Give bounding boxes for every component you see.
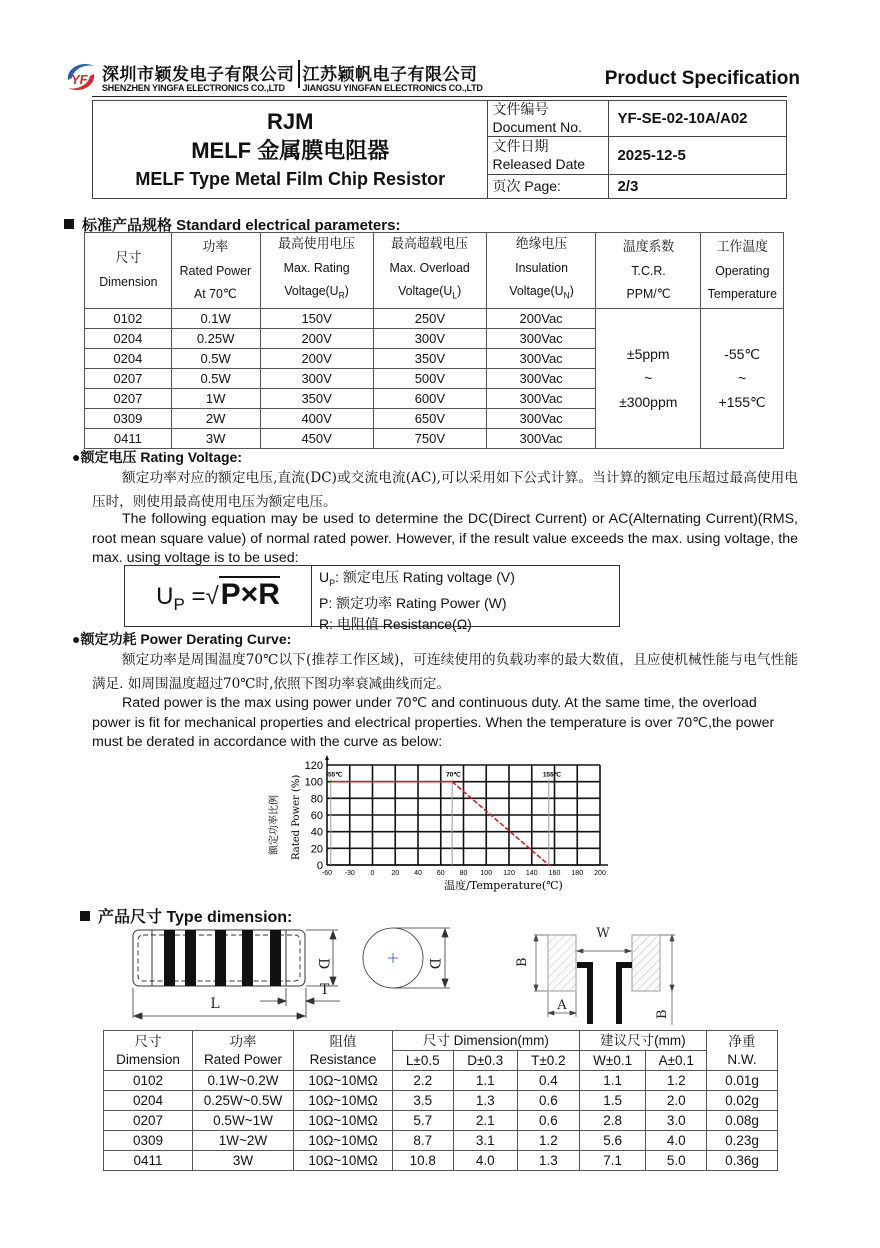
table-cell: 0.25W xyxy=(171,328,260,348)
pad-right xyxy=(632,935,660,991)
table-cell: 1.3 xyxy=(517,1151,579,1171)
electrical-heading: 标准产品规格 Standard electrical parameters: xyxy=(64,214,400,235)
x-tick-label: 180 xyxy=(571,870,584,877)
column-header xyxy=(87,233,169,309)
table-cell: 0.5W~1W xyxy=(193,1111,294,1131)
color-bands xyxy=(164,930,281,986)
table-cell: 1W~2W xyxy=(193,1131,294,1151)
column-subheader: W±0.1 xyxy=(579,1051,646,1071)
table-cell: 0102 xyxy=(85,308,172,328)
table-cell: 0.23g xyxy=(707,1131,778,1151)
table-cell: 0.1W~0.2W xyxy=(193,1071,294,1091)
label-T: T xyxy=(320,982,330,998)
table-cell: 650V xyxy=(373,408,486,428)
page-value: 2/3 xyxy=(609,175,787,199)
header-cn: 工作温度 xyxy=(716,238,768,255)
y-tick-label: 60 xyxy=(310,810,323,822)
x-axis-label: 温度/Temperature(℃) xyxy=(444,879,563,892)
table-cell: 400V xyxy=(260,408,373,428)
column-header: 尺寸 Dimension xyxy=(104,1031,193,1071)
y-tick-label: 0 xyxy=(316,860,323,872)
table-cell: 200V xyxy=(260,348,373,368)
y-axis-label: Rated Power (%) xyxy=(291,774,302,860)
company-cn-1: 深圳市颖发电子有限公司 xyxy=(102,65,295,85)
column-header: 净重 N.W. xyxy=(707,1031,778,1071)
formula-box xyxy=(124,565,620,633)
column-header: 阻值 Resistance xyxy=(294,1031,393,1071)
annotation-label: -55℃ xyxy=(325,771,343,779)
label-L: L xyxy=(210,996,220,1012)
column-header xyxy=(173,233,257,309)
table-row xyxy=(104,1151,778,1171)
header-cn: 尺寸 xyxy=(115,250,141,267)
header-en: Dimension xyxy=(98,274,158,290)
table-cell: 10.8 xyxy=(393,1151,454,1171)
label-A: A xyxy=(557,998,567,1013)
header-cn: 最高超载电压 xyxy=(391,236,469,252)
logo-text: YF xyxy=(71,72,88,87)
table-cell: 350V xyxy=(373,348,486,368)
table-cell: 2.1 xyxy=(453,1111,517,1131)
table-cell: 10Ω~10MΩ xyxy=(294,1111,393,1131)
dimension-table xyxy=(103,1030,778,1171)
x-tick-label: 140 xyxy=(525,870,538,877)
land-pattern-drawing xyxy=(500,915,680,1027)
x-tick-label: 160 xyxy=(548,870,561,877)
table-cell: 0207 xyxy=(85,388,172,408)
company-names xyxy=(102,60,483,93)
resistor-drawing xyxy=(120,920,480,1020)
table-cell: 300Vac xyxy=(487,328,596,348)
y-axis-arrow xyxy=(325,755,329,760)
rating-voltage-cn: 额定功率对应的额定电压,直流(DC)或交流电流(AC),可以采用如下公式计算。当计算的额定电压超过最高使用电压时，则使用最高使用电压为额定电压。 xyxy=(92,470,798,510)
document-type: Product Specification xyxy=(604,68,800,89)
tcr-cell: ±5ppm ~ ±300ppm xyxy=(596,308,701,448)
table-cell: 7.1 xyxy=(579,1151,646,1171)
table-cell: 0207 xyxy=(85,368,172,388)
header-cn: 功率 xyxy=(202,238,229,255)
table-cell: 8.7 xyxy=(393,1131,454,1151)
derating-cn: 额定功率是周围温度70℃以下(推荐工作区域)，可连续使用的负载功率的最大数值，且应使机械性能与电气性能满足. 如周围温度超过70℃时,依照下图功率衰减曲线而定。 xyxy=(92,652,798,692)
column-header xyxy=(703,233,782,309)
table-cell: 0.08g xyxy=(707,1111,778,1131)
header-en: Rated Power xyxy=(179,262,252,278)
header-en: Max. Rating xyxy=(283,260,350,275)
x-tick-label: 80 xyxy=(459,870,468,877)
y-tick-label: 80 xyxy=(310,793,323,806)
table-cell: 0204 xyxy=(85,348,172,368)
table-cell: 0.5W xyxy=(171,348,260,368)
table-cell: 0102 xyxy=(104,1071,193,1091)
y-tick-label: 100 xyxy=(304,776,323,789)
rating-voltage-heading: ●额定电压 Rating Voltage: xyxy=(72,449,242,465)
formula-legend-item: P: 额定功率 Rating Power (W) xyxy=(319,594,507,612)
table-cell: 10Ω~10MΩ xyxy=(294,1091,393,1111)
table-cell: 0.6 xyxy=(517,1091,579,1111)
table-cell: 1.3 xyxy=(453,1091,517,1111)
x-tick-label: 60 xyxy=(436,870,445,877)
x-tick-label: 0 xyxy=(370,870,375,877)
column-header xyxy=(263,233,371,309)
table-cell: 200V xyxy=(260,328,373,348)
table-cell: 1.5 xyxy=(579,1091,646,1111)
table-cell: 3W xyxy=(171,428,260,448)
doc-no-label: 文件编号 Document No. xyxy=(488,101,609,137)
product-title xyxy=(93,101,488,199)
header-en: Operating xyxy=(715,262,770,278)
x-tick-label: 100 xyxy=(480,870,493,877)
pad-left xyxy=(548,935,576,991)
operating-temp-cell: -55℃ ~ +155℃ xyxy=(701,308,784,448)
table-cell: 10Ω~10MΩ xyxy=(294,1071,393,1091)
header-cn: 最高使用电压 xyxy=(278,236,356,252)
company-logo xyxy=(64,60,98,94)
table-cell: 3.1 xyxy=(453,1131,517,1151)
y-tick-label: 120 xyxy=(304,760,323,772)
table-cell: 2.8 xyxy=(579,1111,646,1131)
header-cn: 绝缘电压 xyxy=(515,236,567,252)
table-cell: 300Vac xyxy=(487,408,596,428)
formula-legend xyxy=(319,567,515,635)
derating-chart xyxy=(255,755,615,900)
label-D: D xyxy=(315,958,331,970)
table-cell: 250V xyxy=(373,308,486,328)
table-cell: 350V xyxy=(260,388,373,408)
table-cell: 750V xyxy=(373,428,486,448)
table-row xyxy=(104,1131,778,1151)
bullet-square-icon xyxy=(64,219,74,229)
x-tick-label: 40 xyxy=(414,870,422,877)
label-D2: D xyxy=(426,958,442,970)
column-subheader: D±0.3 xyxy=(453,1051,517,1071)
table-cell: 300Vac xyxy=(487,388,596,408)
table-cell: 450V xyxy=(260,428,373,448)
table-cell: 300Vac xyxy=(487,428,596,448)
header-en: Insulation xyxy=(514,260,568,275)
company-cn-2: 江苏颖帆电子有限公司 xyxy=(302,65,478,85)
date-label: 文件日期 Released Date xyxy=(488,137,609,175)
table-cell: 1.2 xyxy=(517,1131,579,1151)
table-cell: 1.1 xyxy=(579,1071,646,1091)
table-cell: 1.1 xyxy=(453,1071,517,1091)
table-cell: 300V xyxy=(373,328,486,348)
model-name: RJM xyxy=(267,108,314,134)
x-tick-label: 200 xyxy=(594,870,606,877)
column-header: 功率 Rated Power xyxy=(193,1031,294,1071)
data-point xyxy=(330,781,332,783)
table-row xyxy=(104,1091,778,1111)
column-header xyxy=(489,233,593,309)
y-tick-label: 20 xyxy=(310,843,323,856)
table-cell: 0207 xyxy=(104,1111,193,1131)
table-cell: 0.4 xyxy=(517,1071,579,1091)
table-cell: 0309 xyxy=(104,1131,193,1151)
y-axis-label-cn: 额定功率比例 xyxy=(269,795,280,855)
header-en2: $Voltage(U_N)$ xyxy=(508,283,574,301)
table-cell: 300V xyxy=(260,368,373,388)
column-header: 尺寸 Dimension(mm) xyxy=(393,1031,580,1051)
header-en2: $Voltage(U_R)$ xyxy=(284,283,349,301)
table-cell: 500V xyxy=(373,368,486,388)
product-name-cn: MELF 金属膜电阻器 xyxy=(191,137,390,164)
y-tick-label: 40 xyxy=(310,826,323,839)
table-cell: 3.0 xyxy=(646,1111,707,1131)
column-subheader: T±0.2 xyxy=(517,1051,579,1071)
bullet-square-icon xyxy=(80,911,90,921)
table-cell: 2.2 xyxy=(393,1071,454,1091)
header-en: Max. Overload xyxy=(389,260,471,275)
table-cell: 5.0 xyxy=(646,1151,707,1171)
header-cn: 温度系数 xyxy=(622,238,674,255)
company-en-2: JIANGSU YINGFAN ELECTRONICS CO.,LTD xyxy=(302,83,483,93)
data-point xyxy=(548,864,550,866)
table-row xyxy=(104,1111,778,1131)
header-en: T.C.R. xyxy=(631,262,666,278)
data-point xyxy=(451,781,453,783)
table-cell: 1.2 xyxy=(646,1071,707,1091)
derating-en: Rated power is the max using power under 70℃ and continuous duty. At the same time, the overload power is fit for mechanical properties and electrical properties. When the temperature is over 70℃,the power must be derated in accordance with the curve as below: xyxy=(92,695,775,750)
column-subheader: A±0.1 xyxy=(646,1051,707,1071)
table-cell: 300Vac xyxy=(487,348,596,368)
table-cell: 0309 xyxy=(85,408,172,428)
electrical-table xyxy=(84,232,784,449)
table-row xyxy=(104,1071,778,1091)
label-B: B xyxy=(515,957,530,967)
series-line-derate xyxy=(452,782,549,865)
annotation-label: 155℃ xyxy=(542,771,561,779)
table-cell: 3.5 xyxy=(393,1091,454,1111)
doc-no-value: YF-SE-02-10A/A02 xyxy=(609,101,787,137)
table-cell: 0.25W~0.5W xyxy=(193,1091,294,1111)
header-en2: At 70℃ xyxy=(194,285,237,301)
title-block xyxy=(92,100,787,199)
table-cell: 10Ω~10MΩ xyxy=(294,1131,393,1151)
page-label: 页次 Page: xyxy=(488,175,609,199)
column-header xyxy=(598,233,698,309)
table-cell: 150V xyxy=(260,308,373,328)
date-value: 2025-12-5 xyxy=(609,137,787,175)
x-tick-label: 20 xyxy=(391,870,400,877)
column-header: 建议尺寸(mm) xyxy=(579,1031,706,1051)
formula-legend-item: $U_P$: 额定电压 Rating voltage (V) xyxy=(319,569,515,588)
x-tick-label: 120 xyxy=(503,870,515,877)
derating-heading: ●额定功耗 Power Derating Curve: xyxy=(72,631,292,647)
formula: $U_P =√P\times R$ xyxy=(125,566,312,626)
column-subheader: L±0.5 xyxy=(393,1051,454,1071)
table-cell: 5.7 xyxy=(393,1111,454,1131)
dimension-heading: 产品尺寸 Type dimension: xyxy=(80,904,292,927)
table-row xyxy=(85,308,784,328)
table-cell: 0.36g xyxy=(707,1151,778,1171)
table-cell: 0.5W xyxy=(171,368,260,388)
table-cell: 200Vac xyxy=(487,308,596,328)
formula-legend-item: R: 电阻值 Resistance(Ω) xyxy=(319,615,472,633)
x-tick-label: -30 xyxy=(344,870,355,877)
header-en2: PPM/℃ xyxy=(626,285,671,301)
label-B2: B xyxy=(655,1009,670,1019)
divider xyxy=(298,60,300,88)
table-cell: 300Vac xyxy=(487,368,596,388)
x-tick-label: -60 xyxy=(321,870,333,877)
table-cell: 0411 xyxy=(85,428,172,448)
header-en2: Temperature xyxy=(707,285,777,301)
rating-voltage-en: The following equation may be used to determine the DC(Direct Current) or AC(Alternating Current)(RMS, root mean square value) of normal rated power. However, if the result value exceeds the max. using voltage, the max. using voltage is to be used: xyxy=(92,511,798,566)
table-cell: 5.6 xyxy=(579,1131,646,1151)
annotation-label: 70℃ xyxy=(446,771,461,779)
table-cell: 3W xyxy=(193,1151,294,1171)
header-rule xyxy=(92,96,787,97)
table-cell: 10Ω~10MΩ xyxy=(294,1151,393,1171)
column-header xyxy=(376,233,484,309)
table-cell: 0204 xyxy=(85,328,172,348)
table-cell: 2.0 xyxy=(646,1091,707,1111)
table-cell: 0.6 xyxy=(517,1111,579,1131)
table-cell: 4.0 xyxy=(453,1151,517,1171)
table-cell: 0.01g xyxy=(707,1071,778,1091)
label-W: W xyxy=(596,926,610,941)
table-cell: 1W xyxy=(171,388,260,408)
product-name-en: MELF Type Metal Film Chip Resistor xyxy=(135,168,446,189)
table-cell: 600V xyxy=(373,388,486,408)
table-cell: 2W xyxy=(171,408,260,428)
table-cell: 0411 xyxy=(104,1151,193,1171)
company-en-1: SHENZHEN YINGFA ELECTRONICS CO.,LTD xyxy=(102,83,285,93)
header-en2: $Voltage(U_L)$ xyxy=(398,283,462,301)
table-cell: 4.0 xyxy=(646,1131,707,1151)
table-cell: 0.1W xyxy=(171,308,260,328)
table-cell: 0204 xyxy=(104,1091,193,1111)
table-cell: 0.02g xyxy=(707,1091,778,1111)
